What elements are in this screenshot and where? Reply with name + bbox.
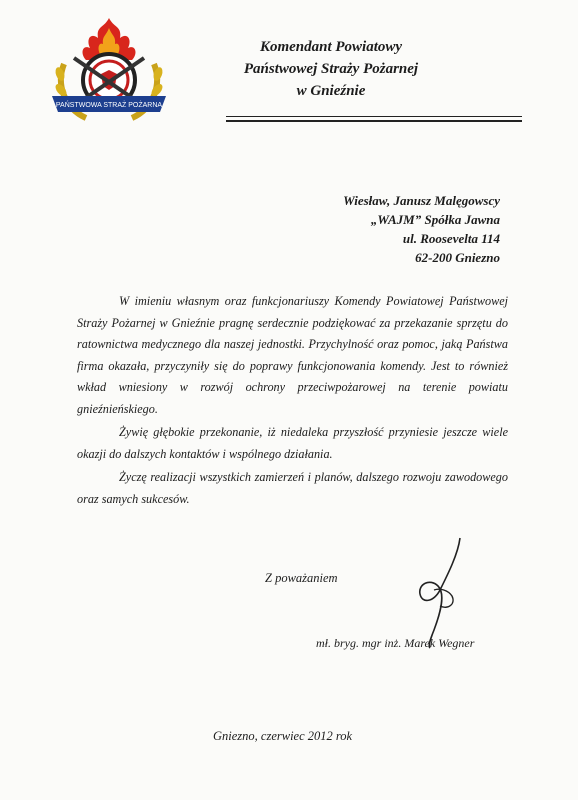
paragraph-1: W imieniu własnym oraz funkcjonariuszy Komendy Powiatowej Państwowej Straży Pożarnej w Gnieźnie pragnę serdecznie podziękować za przekazanie sprzętu do ratownictwa medycznego dla naszej jednostki. Przychylność oraz pomoc, jaką Państwa firma okazała, przyczyniły się do poprawy funkcjonowania komendy. Jest to również wkład wniesiony w rozwój ochrony przeciwpożarowej na terenie powiatu gnieźnieńskiego.: [77, 294, 508, 416]
logo-banner-text: PAŃSTWOWA STRAŻ POŻARNA: [55, 102, 163, 109]
paragraph-2: Żywię głębokie przekonanie, iż niedaleka przyszłość przyniesie jeszcze wiele okazji do dalszych kontaktów i wspólnego działania.: [77, 425, 508, 461]
letterhead-line-3: w Gnieźnie: [296, 83, 366, 99]
recipient-street: ul. Roosevelta 114: [402, 231, 500, 246]
handwritten-signature: [400, 534, 480, 652]
letterhead-line-1: Komendant Powiatowy: [259, 39, 403, 55]
header-rule-thin: [226, 116, 522, 117]
fire-brigade-logo: [46, 14, 172, 128]
letter-body: [77, 291, 508, 512]
recipient-city: 62-200 Gniezno: [415, 250, 500, 265]
recipient-name: Wiesław, Janusz Malęgowscy: [343, 193, 500, 208]
closing-salutation: Z poważaniem: [265, 571, 338, 585]
signer-name: mł. bryg. mgr inż. Marek Wegner: [316, 636, 475, 650]
recipient-address: [343, 191, 500, 267]
letterhead-line-2: Państwowej Straży Pożarnej: [243, 61, 419, 77]
recipient-company: „WAJM” Spółka Jawna: [370, 212, 500, 227]
paragraph-3: Życzę realizacji wszystkich zamierzeń i planów, dalszego rozwoju zawodowego oraz samych sukcesów.: [77, 470, 508, 506]
letterhead: [196, 36, 466, 102]
place-and-date: Gniezno, czerwiec 2012 rok: [213, 729, 353, 743]
header-rule-thick: [226, 120, 522, 122]
